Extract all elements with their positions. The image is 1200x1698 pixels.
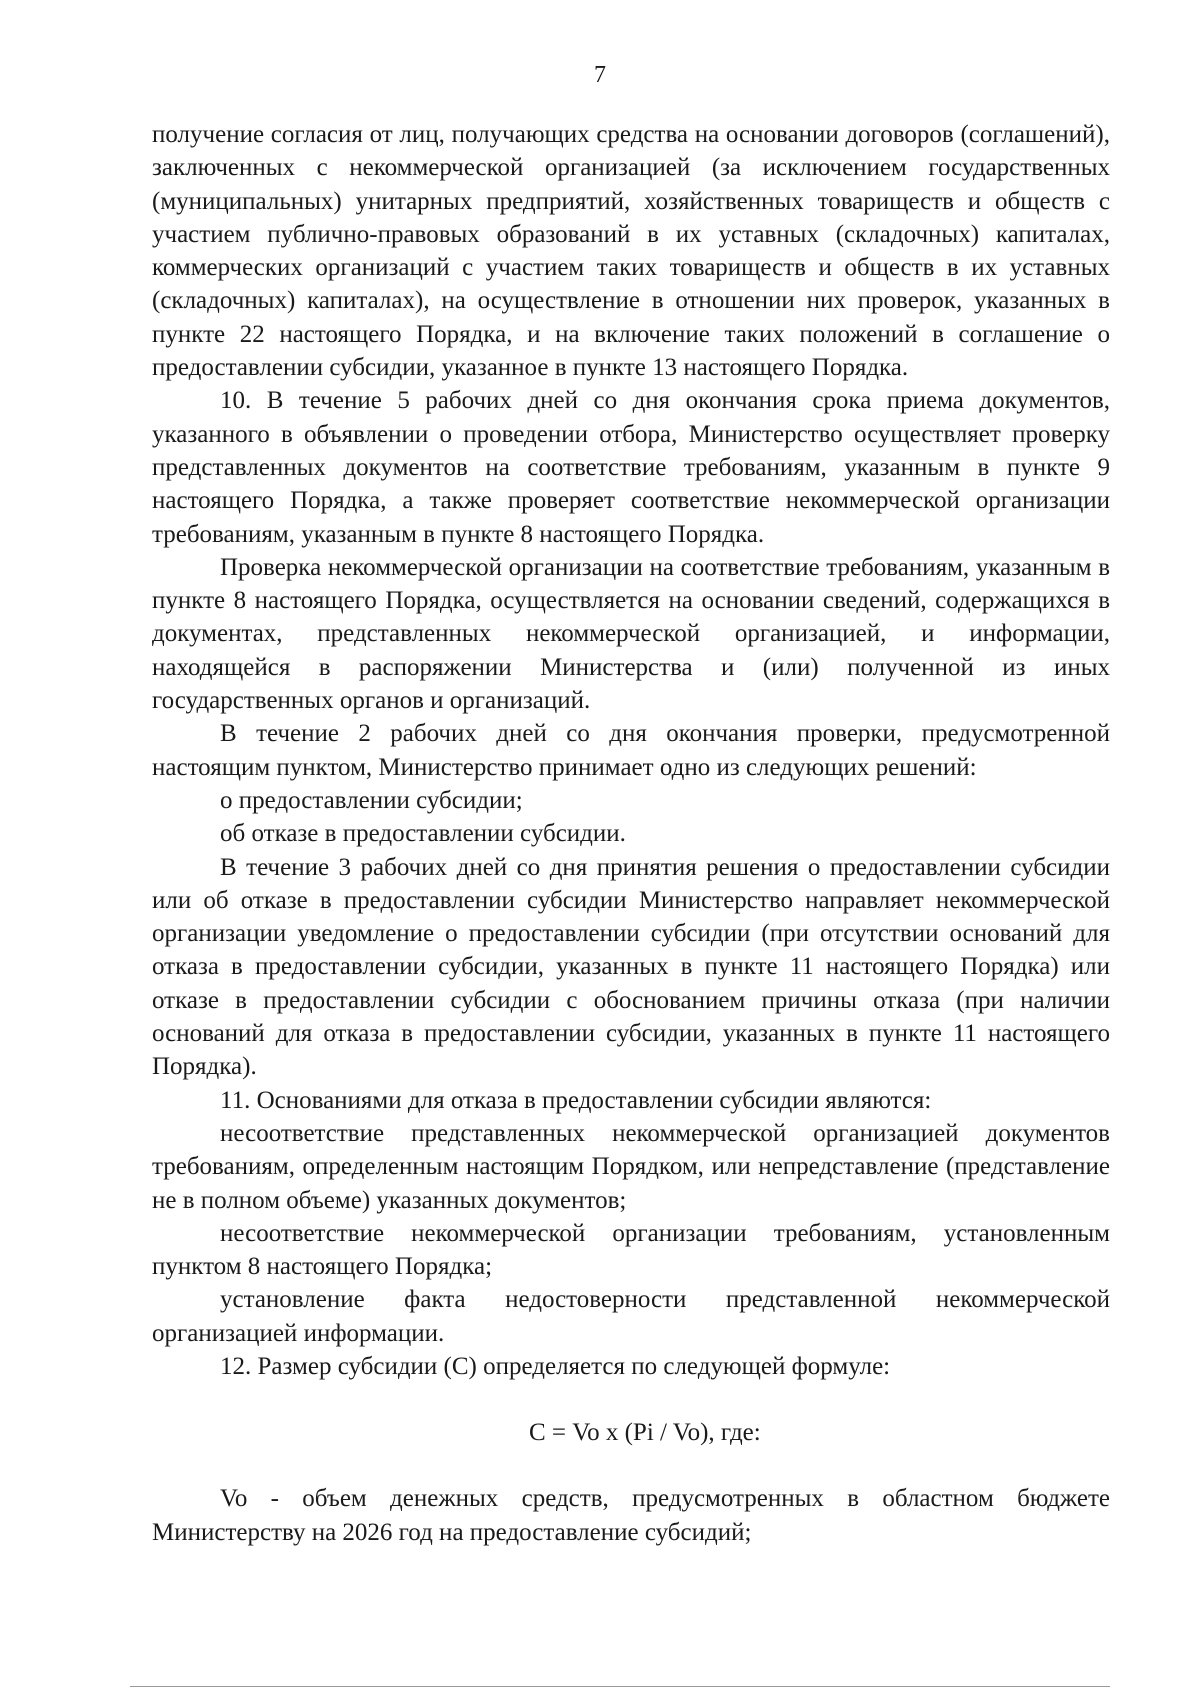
bottom-scan-line <box>130 1686 1110 1687</box>
paragraph-verification: Проверка некоммерческой организации на соответствие требованиям, указанным в пункте 8 настоящего Порядка, осуществляется на основании сведений, содержащихся в документах, представленных некоммерческой организацией, и информации, находящейся в распоряжении Министерства и (или) полученной из иных государственных органов и организаций. <box>152 553 1110 715</box>
paragraph-refusal-reason-2: несоответствие некоммерческой организации требованиям, установленным пунктом 8 настоящего Порядка; <box>152 1219 1110 1281</box>
page-number: 7 <box>594 62 606 88</box>
paragraph-refusal-reason-3: установление факта недостоверности представленной некоммерческой организацией информации. <box>152 1286 1110 1347</box>
paragraph-definition-vo: Vo - объем денежных средств, предусмотренных в областном бюджете Министерству на 2026 год на предоставление субсидий; <box>152 1485 1110 1546</box>
paragraph-item-11: 11. Основаниями для отказа в предоставлении субсидии являются: <box>220 1086 932 1114</box>
paragraph-item-10: 10. В течение 5 рабочих дней со дня окончания срока приема документов, указанного в объявлении о проведении отбора, Министерство осуществляет проверку представленных документов на соответствие требованиям, указанным в пункте 9 настоящего Порядка, а также проверяет соответствие некоммерческой организации требованиям, указанным в пункте 8 настоящего Порядка. <box>152 387 1110 548</box>
paragraph-decision-term: В течение 2 рабочих дней со дня окончания проверки, предусмотренной настоящим пунктом, Министерство принимает одно из следующих решений: <box>152 720 1110 781</box>
paragraph-refusal-reason-1: несоответствие представленных некоммерческой организацией документов требованиям, определенным настоящим Порядком, или непредставление (представление не в полном объеме) указанных документов; <box>152 1119 1110 1214</box>
paragraph-decision-grant: о предоставлении субсидии; <box>220 786 523 814</box>
document-body <box>152 118 1110 1549</box>
paragraph-notification: В течение 3 рабочих дней со дня принятия решения о предоставлении субсидии или об отказе в предоставлении субсидии Министерство направляет некоммерческой организации уведомление о предоставлении субсидии (при отсутствии оснований для отказа в предоставлении субсидии, указанных в пункте 11 настоящего Порядка) или отказе в предоставлении субсидии с обоснованием причины отказа (при наличии оснований для отказа в предоставлении субсидии, указанных в пункте 11 настоящего Порядка). <box>152 853 1110 1081</box>
paragraph-consent-continuation: получение согласия от лиц, получающих средства на основании договоров (соглашений), заключенных с некоммерческой организацией (за исключением государственных (муниципальных) унитарных предприятий, хозяйственных товариществ и обществ с участием публично-правовых образований в их уставных (складочных) капиталах, коммерческих организаций с участием таких товариществ и обществ в их уставных (складочных) капиталах), на осуществление в отношении них проверок, указанных в пункте 22 настоящего Порядка, и на включение таких положений в соглашение о предоставлении субсидии, указанное в пункте 13 настоящего Порядка. <box>152 121 1110 382</box>
paragraph-item-12: 12. Размер субсидии (С) определяется по следующей формуле: <box>220 1352 891 1380</box>
subsidy-formula: С = Vo x (Pi / Vo), где: <box>529 1419 761 1447</box>
paragraph-decision-refusal: об отказе в предоставлении субсидии. <box>220 820 626 848</box>
